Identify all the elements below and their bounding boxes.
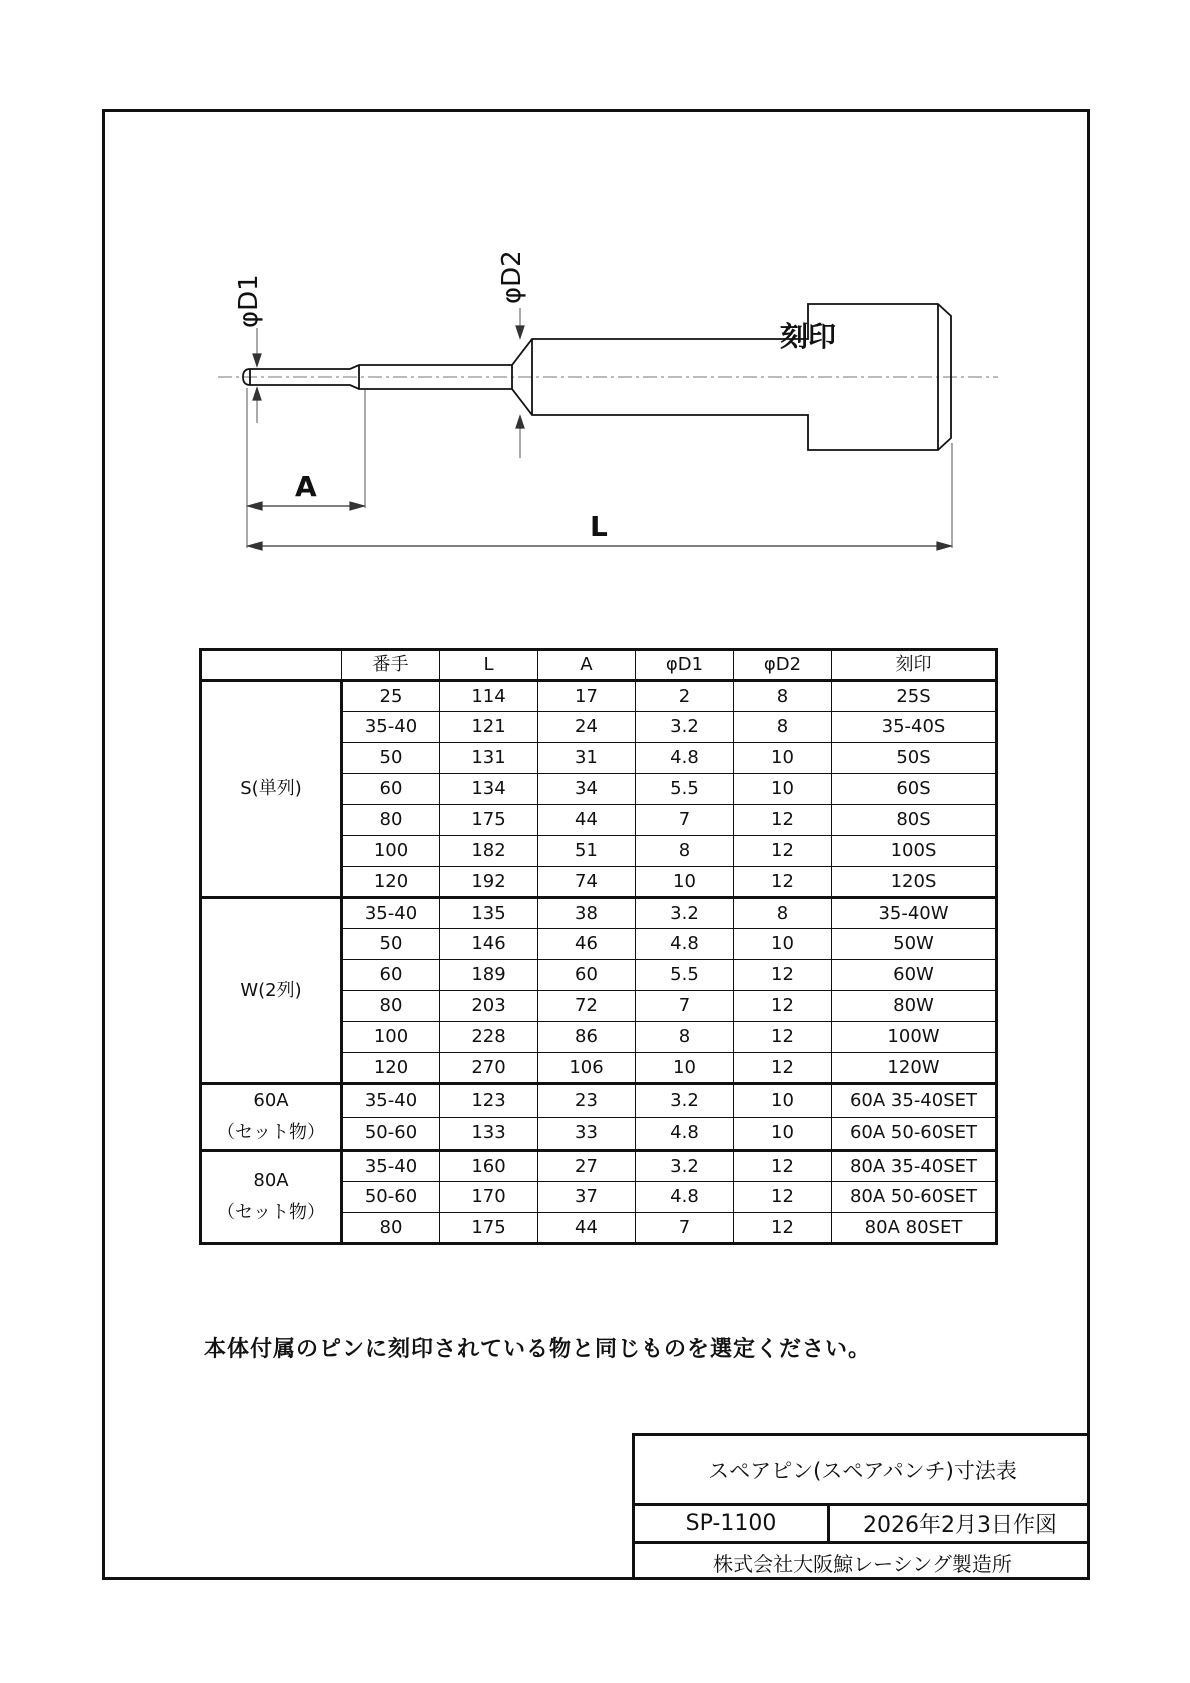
table-cell: 60 bbox=[342, 774, 440, 805]
table-cell: 100 bbox=[342, 1022, 440, 1053]
header-cell: 番手 bbox=[342, 650, 440, 681]
header-cell: φD1 bbox=[636, 650, 734, 681]
table-cell: 60W bbox=[832, 960, 997, 991]
table-cell: 60 bbox=[538, 960, 636, 991]
table-cell: 3.2 bbox=[636, 1084, 734, 1118]
table-cell: 131 bbox=[440, 743, 538, 774]
table-cell: 80A 80SET bbox=[832, 1213, 997, 1244]
table-row bbox=[201, 898, 997, 929]
table-cell: 80 bbox=[342, 1213, 440, 1244]
table-cell: 35-40 bbox=[342, 1151, 440, 1182]
group-label bbox=[201, 1084, 342, 1151]
table-cell: 100S bbox=[832, 836, 997, 867]
table-cell: 10 bbox=[636, 1053, 734, 1084]
drawing-date: 2026年2月3日作図 bbox=[863, 1513, 1057, 1538]
header-cell: 刻印 bbox=[832, 650, 997, 681]
table-cell: 12 bbox=[734, 836, 832, 867]
table-cell: 228 bbox=[440, 1022, 538, 1053]
table-cell: 44 bbox=[538, 1213, 636, 1244]
table-cell: 80W bbox=[832, 991, 997, 1022]
company-name: 株式会社大阪鯨レーシング製造所 bbox=[713, 1551, 1012, 1576]
table-cell: 8 bbox=[734, 898, 832, 929]
table-cell: 50-60 bbox=[342, 1117, 440, 1151]
table-cell: 10 bbox=[734, 929, 832, 960]
table-cell: 23 bbox=[538, 1084, 636, 1118]
table-cell: 50 bbox=[342, 929, 440, 960]
title-block bbox=[632, 1433, 1090, 1580]
table-cell: 35-40S bbox=[832, 712, 997, 743]
table-cell: 38 bbox=[538, 898, 636, 929]
group-label-line: （セット物） bbox=[217, 1202, 325, 1223]
table-cell: 10 bbox=[734, 743, 832, 774]
table-cell: 31 bbox=[538, 743, 636, 774]
table-cell: 120S bbox=[832, 867, 997, 898]
table-cell: 7 bbox=[636, 991, 734, 1022]
table-row bbox=[201, 1151, 997, 1182]
table-row bbox=[201, 681, 997, 712]
table-cell: 51 bbox=[538, 836, 636, 867]
table-cell: 33 bbox=[538, 1117, 636, 1151]
table-cell: 135 bbox=[440, 898, 538, 929]
table-cell: 2 bbox=[636, 681, 734, 712]
table-cell: 50-60 bbox=[342, 1182, 440, 1213]
table-cell: 10 bbox=[734, 1117, 832, 1151]
header-cell: φD2 bbox=[734, 650, 832, 681]
table-cell: 37 bbox=[538, 1182, 636, 1213]
table-cell: 120W bbox=[832, 1053, 997, 1084]
selection-note: 本体付属のピンに刻印されている物と同じものを選定ください。 bbox=[204, 1337, 872, 1362]
group-label-line: W(2列) bbox=[240, 979, 302, 1001]
label-d1: φD1 bbox=[234, 274, 264, 328]
table-cell: 4.8 bbox=[636, 1117, 734, 1151]
header-cell: A bbox=[538, 650, 636, 681]
table-cell: 24 bbox=[538, 712, 636, 743]
table-cell: 60A 35-40SET bbox=[832, 1084, 997, 1118]
table-cell: 80S bbox=[832, 805, 997, 836]
table-cell: 175 bbox=[440, 1213, 538, 1244]
table-cell: 50S bbox=[832, 743, 997, 774]
dimension-table bbox=[199, 648, 998, 1245]
table-cell: 12 bbox=[734, 1151, 832, 1182]
table-cell: 86 bbox=[538, 1022, 636, 1053]
table-cell: 189 bbox=[440, 960, 538, 991]
table-cell: 12 bbox=[734, 1182, 832, 1213]
label-d2: φD2 bbox=[497, 250, 527, 304]
table-cell: 72 bbox=[538, 991, 636, 1022]
table-cell: 5.5 bbox=[636, 960, 734, 991]
table-cell: 60A 50-60SET bbox=[832, 1117, 997, 1151]
drawing-number: SP-1100 bbox=[635, 1506, 830, 1541]
table-cell: 12 bbox=[734, 805, 832, 836]
table-cell: 44 bbox=[538, 805, 636, 836]
group-label bbox=[201, 681, 342, 898]
table-cell: 270 bbox=[440, 1053, 538, 1084]
table-cell: 8 bbox=[734, 712, 832, 743]
table-cell: 4.8 bbox=[636, 929, 734, 960]
table-cell: 8 bbox=[636, 836, 734, 867]
table-cell: 35-40W bbox=[832, 898, 997, 929]
table-cell: 12 bbox=[734, 867, 832, 898]
table-cell: 50W bbox=[832, 929, 997, 960]
table-cell: 17 bbox=[538, 681, 636, 712]
table-cell: 10 bbox=[734, 774, 832, 805]
table-cell: 25 bbox=[342, 681, 440, 712]
group-label-line: S(単列) bbox=[240, 778, 302, 799]
label-a: A bbox=[295, 470, 317, 503]
table-cell: 12 bbox=[734, 960, 832, 991]
group-label-line: 80A bbox=[253, 1170, 289, 1191]
pin-drawing bbox=[212, 248, 1004, 596]
table-cell: 106 bbox=[538, 1053, 636, 1084]
table-cell: 35-40 bbox=[342, 712, 440, 743]
table-cell: 182 bbox=[440, 836, 538, 867]
table-cell: 74 bbox=[538, 867, 636, 898]
table-cell: 50 bbox=[342, 743, 440, 774]
group-label-line: （セット物） bbox=[217, 1122, 325, 1143]
table-cell: 3.2 bbox=[636, 898, 734, 929]
header-cell: L bbox=[440, 650, 538, 681]
table-body bbox=[201, 681, 997, 1244]
table-cell: 120 bbox=[342, 1053, 440, 1084]
table-cell: 175 bbox=[440, 805, 538, 836]
table-cell: 114 bbox=[440, 681, 538, 712]
table-cell: 146 bbox=[440, 929, 538, 960]
table-cell: 35-40 bbox=[342, 898, 440, 929]
table-cell: 133 bbox=[440, 1117, 538, 1151]
table-cell: 192 bbox=[440, 867, 538, 898]
table-cell: 80A 35-40SET bbox=[832, 1151, 997, 1182]
group-label bbox=[201, 898, 342, 1084]
table-cell: 35-40 bbox=[342, 1084, 440, 1118]
label-marking: 刻印 bbox=[780, 320, 837, 353]
table-cell: 12 bbox=[734, 991, 832, 1022]
table-cell: 203 bbox=[440, 991, 538, 1022]
label-l: L bbox=[590, 510, 608, 543]
table-cell: 3.2 bbox=[636, 1151, 734, 1182]
group-label-line: 60A bbox=[253, 1090, 289, 1111]
table-cell: 134 bbox=[440, 774, 538, 805]
table-cell: 120 bbox=[342, 867, 440, 898]
table-cell: 27 bbox=[538, 1151, 636, 1182]
table-cell: 60 bbox=[342, 960, 440, 991]
table-cell: 8 bbox=[636, 1022, 734, 1053]
table-cell: 80 bbox=[342, 991, 440, 1022]
header-cell bbox=[201, 650, 342, 681]
table-cell: 7 bbox=[636, 805, 734, 836]
table-cell: 5.5 bbox=[636, 774, 734, 805]
drawing-title: スペアピン(スペアパンチ)寸法表 bbox=[635, 1436, 1090, 1506]
table-cell: 10 bbox=[636, 867, 734, 898]
table-cell: 121 bbox=[440, 712, 538, 743]
table-cell: 4.8 bbox=[636, 1182, 734, 1213]
table-cell: 25S bbox=[832, 681, 997, 712]
table-cell: 8 bbox=[734, 681, 832, 712]
table-cell: 100 bbox=[342, 836, 440, 867]
table-cell: 7 bbox=[636, 1213, 734, 1244]
table-cell: 160 bbox=[440, 1151, 538, 1182]
group-label bbox=[201, 1151, 342, 1244]
table-cell: 60S bbox=[832, 774, 997, 805]
table-cell: 80A 50-60SET bbox=[832, 1182, 997, 1213]
table-cell: 80 bbox=[342, 805, 440, 836]
table-cell: 100W bbox=[832, 1022, 997, 1053]
table-cell: 123 bbox=[440, 1084, 538, 1118]
table-cell: 46 bbox=[538, 929, 636, 960]
table-cell: 170 bbox=[440, 1182, 538, 1213]
table-cell: 12 bbox=[734, 1213, 832, 1244]
table-cell: 34 bbox=[538, 774, 636, 805]
table-cell: 4.8 bbox=[636, 743, 734, 774]
table-cell: 12 bbox=[734, 1053, 832, 1084]
table-cell: 10 bbox=[734, 1084, 832, 1118]
table-row bbox=[201, 1084, 997, 1118]
title-block-row bbox=[635, 1506, 1090, 1544]
table-cell: 12 bbox=[734, 1022, 832, 1053]
table-cell: 3.2 bbox=[636, 712, 734, 743]
table-header-row bbox=[201, 650, 997, 681]
